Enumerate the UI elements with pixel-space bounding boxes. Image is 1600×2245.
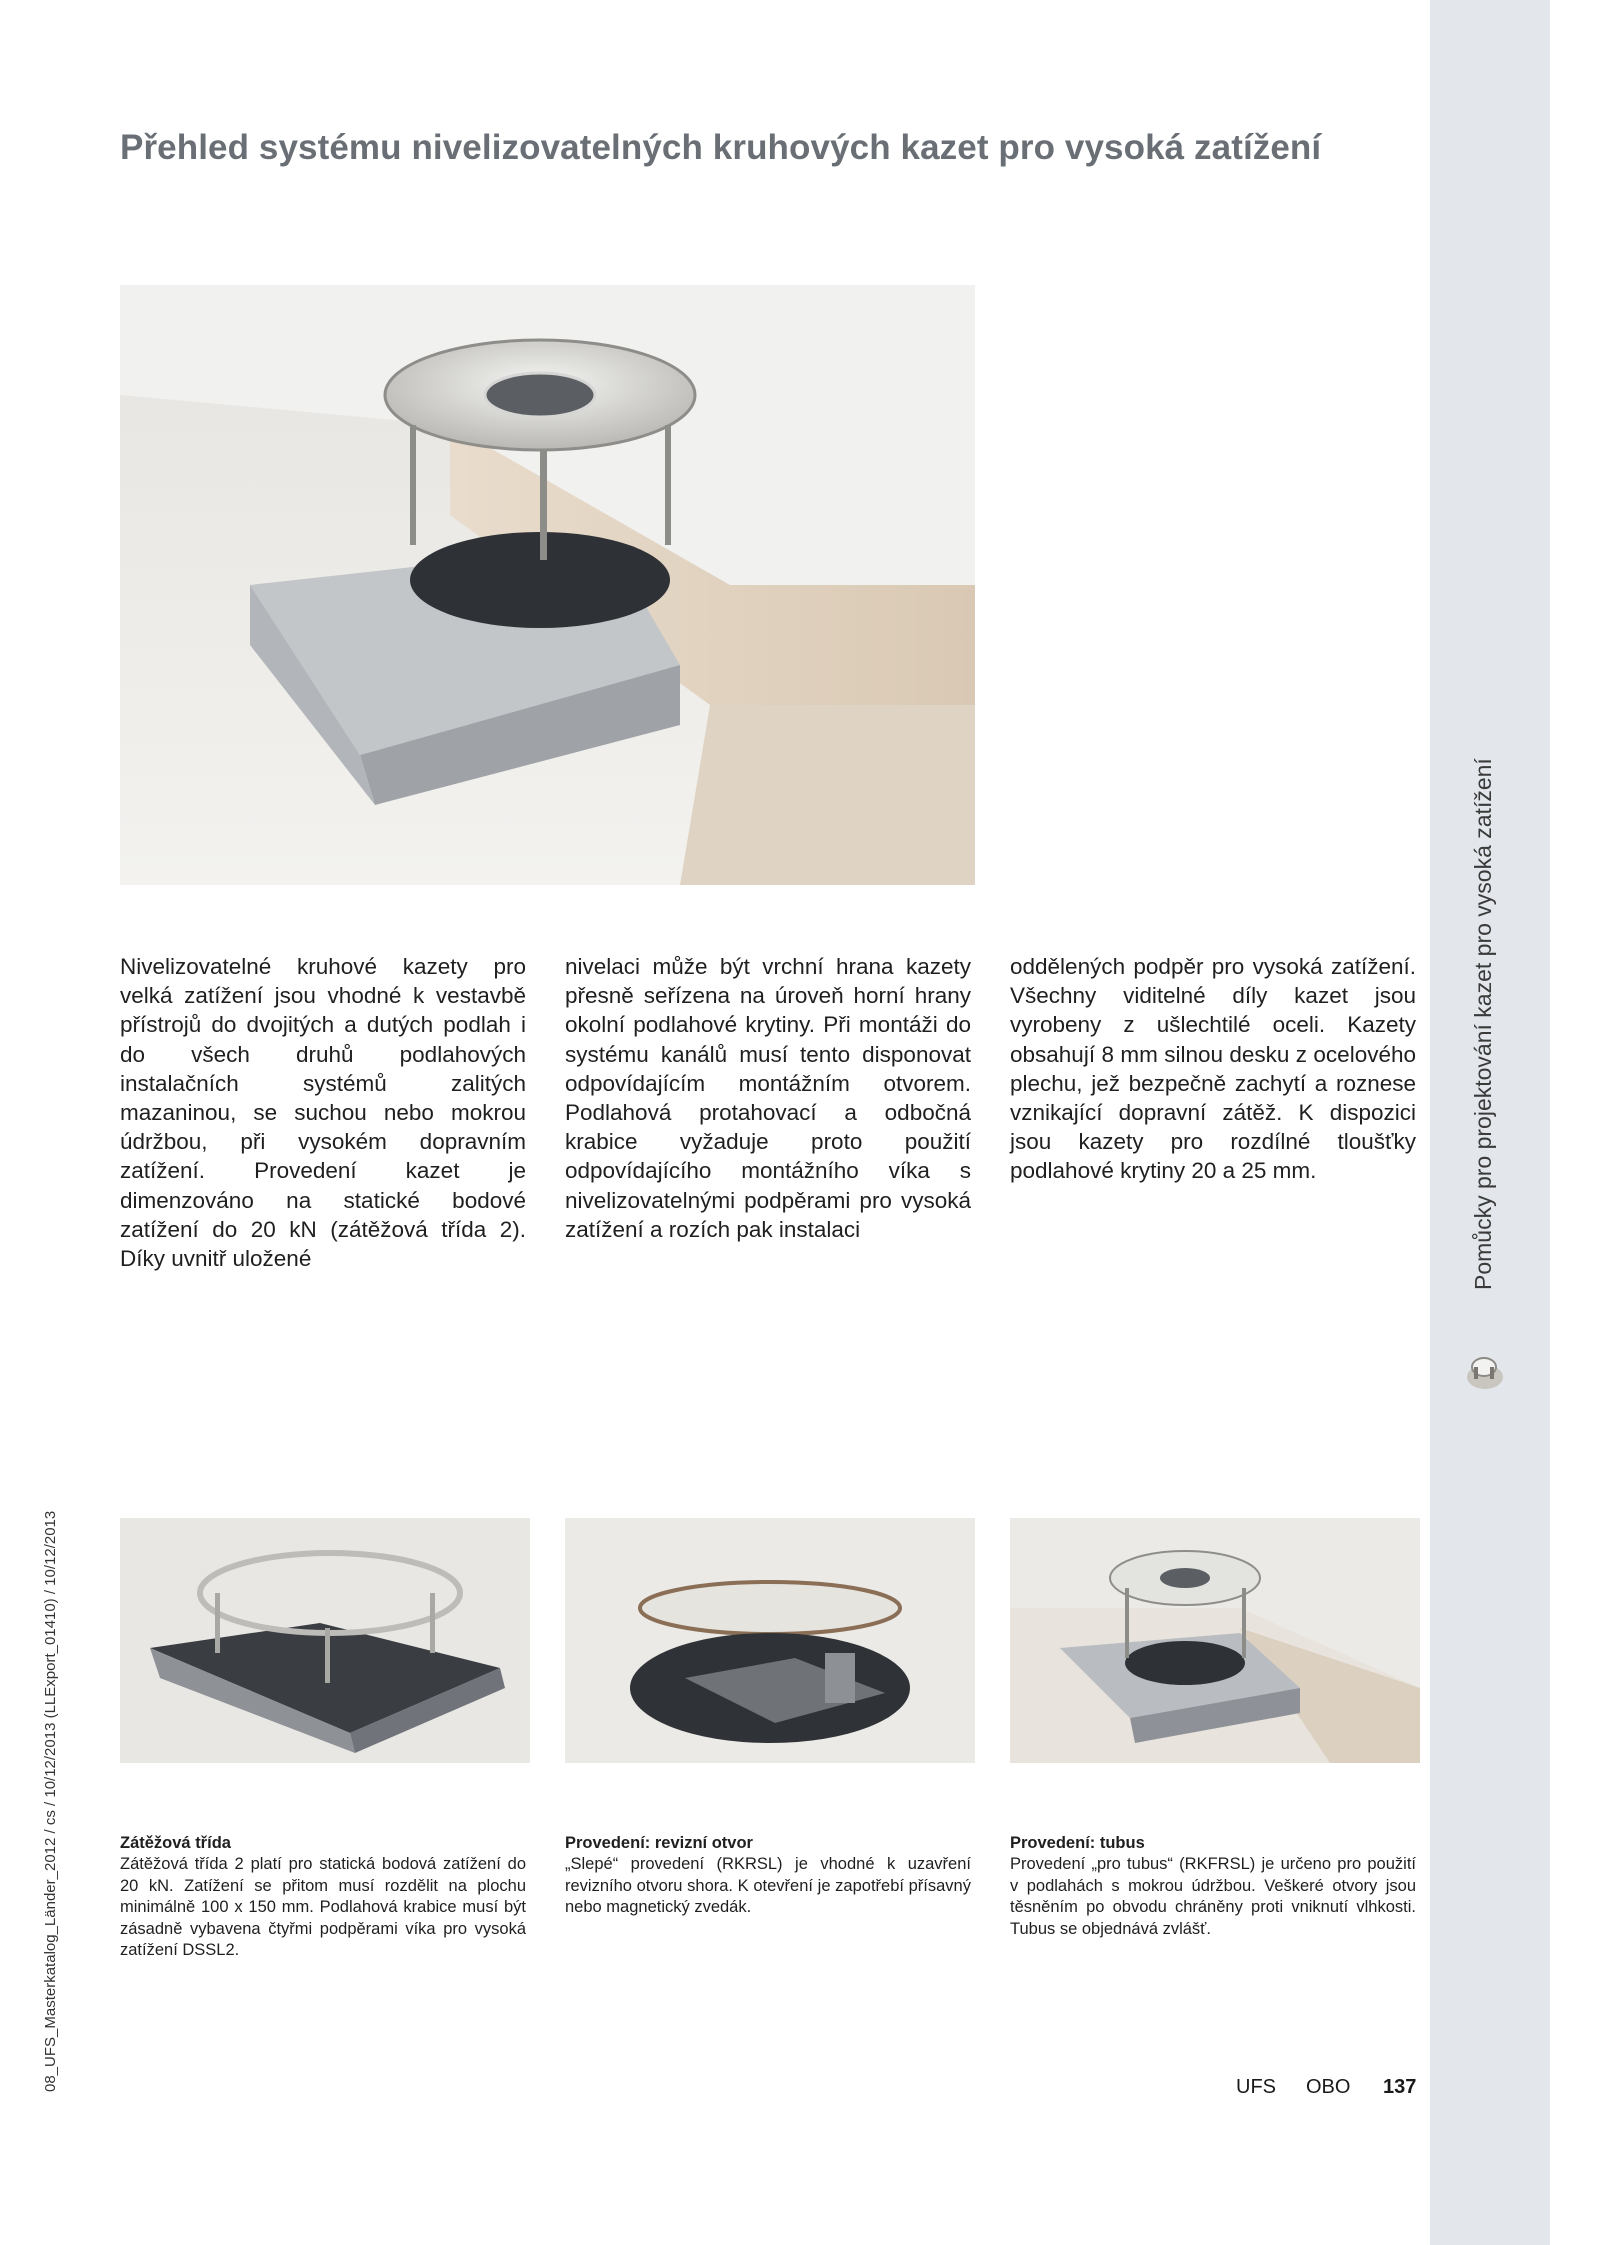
body-text-column-3: oddělených podpěr pro vysoká zatížení. Všechny viditelné díly kazet jsou vyrobeny z ušlechtilé oceli. Kazety obsahují 8 mm silnou desku z ocelového plechu, jež bezpečně zachytí a roznese vznikající dopravní zátěž. K dispozici jsou kazety pro rozdílné tloušťky podlahové krytiny 20 a 25 mm. <box>1010 954 1416 1184</box>
caption-heading: Zátěžová třída <box>120 1834 231 1852</box>
body-text-column-2: nivelaci může být vrchní hrana kazety přesně seřízena na úroveň horní hrany okolní podlahové krytiny. Při montáži do systému kanálů musí tento disponovat odpovídajícím montážním otvorem. Podlahová protahovací a odbočná krabice vyžaduje proto použití odpovídajícího montážního víka s nivelizovatelnými podpěrami pro vysoká zatížení a rozích pak instalaci <box>565 954 971 1242</box>
main-product-photo <box>120 285 975 885</box>
page-title: Přehled systému nivelizovatelných kruhových kazet pro vysoká zatížení <box>120 128 1322 167</box>
caption-tube-version <box>1010 1833 1416 1940</box>
file-metadata: 08_UFS_Masterkatalog_Länder_2012 / cs / 10/12/2013 (LLExport_01410) / 10/12/2013 <box>42 1510 59 2092</box>
footer-brand: OBO <box>1306 2076 1351 2098</box>
caption-heading: Provedení: tubus <box>1010 1834 1145 1852</box>
footer-ufs: UFS <box>1236 2076 1276 2098</box>
page-number: 137 <box>1383 2076 1417 2098</box>
photo-load-class <box>120 1518 530 1763</box>
caption-text: Provedení „pro tubus“ (RKFRSL) je určeno pro použití v podlahách s mokrou údržbou. Veškeré otvory jsou těsněním po obvodu chráněny proti vniknutí vlhkosti. Tubus se objednává zvlášť. <box>1010 1855 1416 1938</box>
caption-load-class <box>120 1833 526 1961</box>
photo-revision-opening <box>565 1518 975 1763</box>
side-section-label: Pomůcky pro projektování kazet pro vysoká zatížení <box>1470 758 1496 1290</box>
caption-heading: Provedení: revizní otvor <box>565 1834 753 1852</box>
photo-tube-version <box>1010 1518 1420 1763</box>
body-text-column-1: Nivelizovatelné kruhové kazety pro velká zatížení jsou vhodné k vestavbě přístrojů do dvojitých a dutých podlah i do všech druhů podlahových instalačních systémů zalitých mazaninou, se suchou nebo mokrou údržbou, při vysokém dopravním zatížení. Provedení kazet je dimenzováno na statické bodové zatížení do 20 kN (zátěžová třída 2). Díky uvnitř uložené <box>120 954 526 1272</box>
caption-text: „Slepé“ provedení (RKRSL) je vhodné k uzavření revizního otvoru shora. K otevření je zapotřebí přísavný nebo magnetický zvedák. <box>565 1855 971 1917</box>
caption-revision-opening <box>565 1833 971 1919</box>
section-thumbnail-icon <box>1460 1345 1510 1395</box>
caption-text: Zátěžová třída 2 platí pro statická bodová zatížení do 20 kN. Zatížení se přitom musí rozdělit na plochu minimálně 100 x 150 mm. Podlahová krabice musí být zásadně vybavena čtyřmi podpěrami víka pro vysoká zatížení DSSL2. <box>120 1855 526 1960</box>
